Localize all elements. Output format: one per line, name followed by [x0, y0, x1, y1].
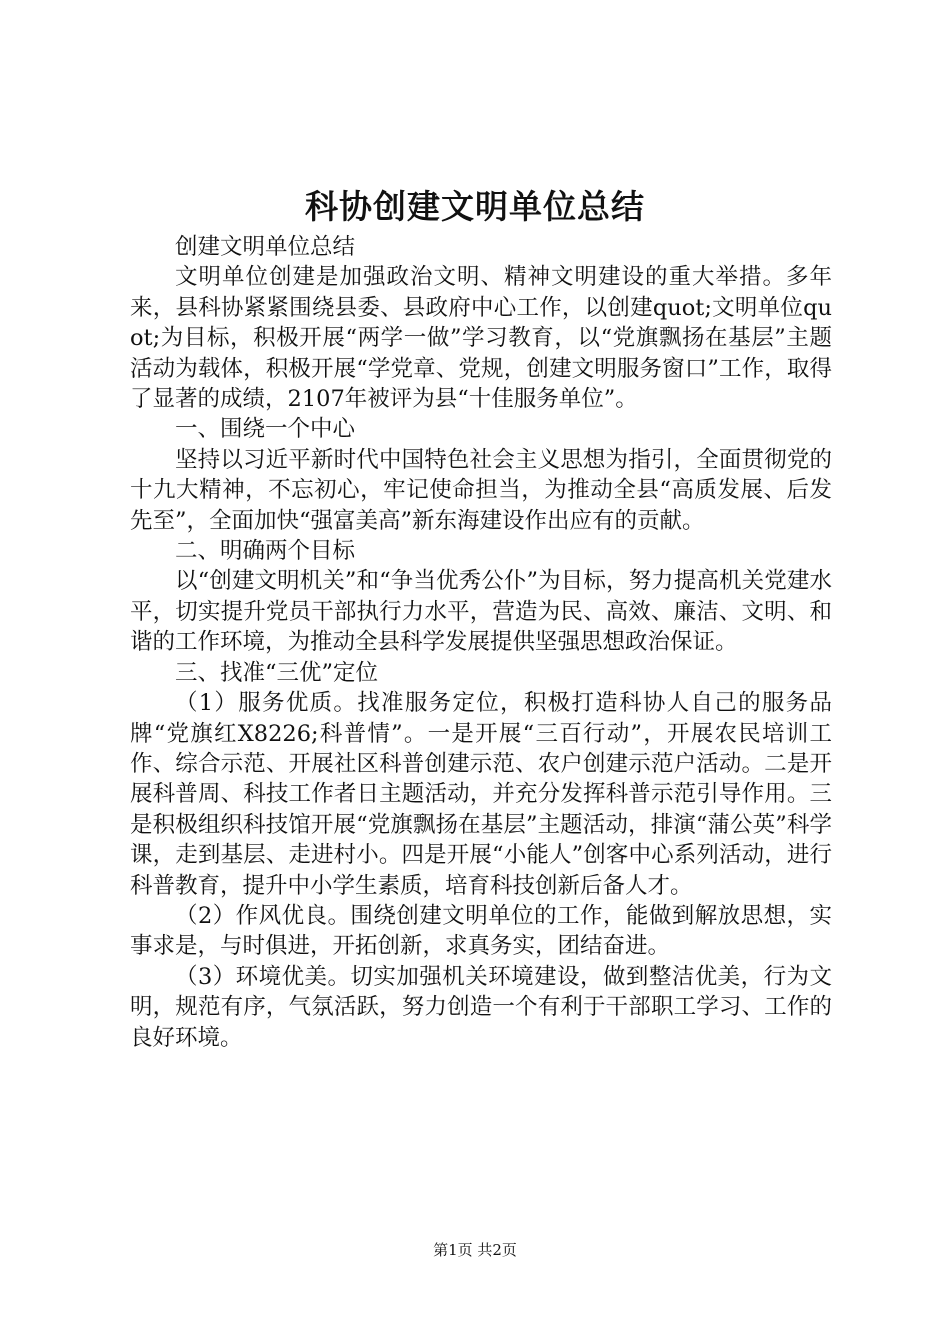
intro-paragraph: 文明单位创建是加强政治文明、精神文明建设的重大举措。多年来，县科协紧紧围绕县委、县政府中心工作，以创建quot;文明单位quot;为目标，积极开展“两学一做”学习教育，以“党旗飘扬在基层”主题活动为载体，积极开展“学党章、党规，创建文明服务窗口”工作，取得了显著的成绩，2107年被评为县“十佳服务单位”。	[130, 264, 832, 413]
section-1-paragraph: 坚持以习近平新时代中国特色社会主义思想为指引，全面贯彻党的十九大精神，不忘初心，牢记使命担当，为推动全县“高质发展、后发先至”，全面加快“强富美高”新东海建设作出应有的贡献。	[130, 446, 832, 534]
work-style-paragraph: （2）作风优良。围绕创建文明单位的工作，能做到解放思想，实事求是，与时俱进，开拓创新，求真务实，团结奋进。	[130, 902, 832, 960]
document-title: 科协创建文明单位总结	[305, 187, 645, 226]
service-quality-paragraph: （1）服务优质。找准服务定位，积极打造科协人自己的服务品牌“党旗红X8226;科普情”。一是开展“三百行动”，开展农民培训工作、综合示范、开展社区科普创建示范、农户创建示范户活动。二是开展科普周、科技工作者日主题活动，并充分发挥科普示范引导作用。三是积极组织科技馆开展“党旗飘扬在基层”主题活动，排演“蒲公英”科学课，走到基层、走进村小。四是开展“小能人”创客中心系列活动，进行科普教育，提升中小学生素质，培育科技创新后备人才。	[130, 690, 832, 899]
section-heading-1: 一、围绕一个中心	[175, 416, 356, 443]
section-2-paragraph: 以“创建文明机关”和“争当优秀公仆”为目标，努力提高机关党建水平，切实提升党员干部执行力水平，营造为民、高效、廉洁、文明、和谐的工作环境，为推动全县科学发展提供坚强思想政治保证。	[130, 568, 832, 656]
document-body	[130, 232, 832, 1053]
subtitle-paragraph: 创建文明单位总结	[175, 234, 356, 260]
environment-paragraph: （3）环境优美。切实加强机关环境建设，做到整洁优美，行为文明，规范有序，气氛活跃，努力创造一个有利于干部职工学习、工作的良好环境。	[130, 963, 832, 1051]
section-heading-3: 三、找准“三优”定位	[175, 659, 379, 686]
page-footer: 第1页 共2页	[433, 1241, 517, 1259]
section-heading-2: 二、明确两个目标	[175, 538, 356, 565]
